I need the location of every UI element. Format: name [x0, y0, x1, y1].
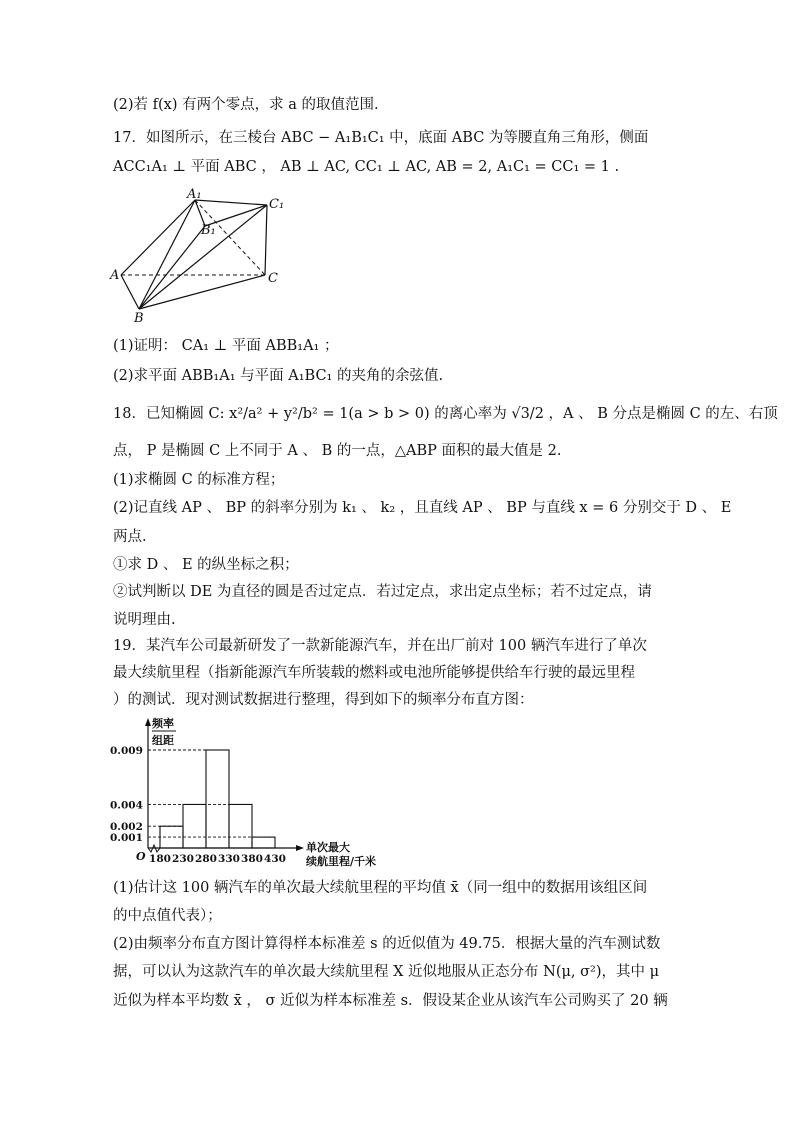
- label-a: A: [110, 268, 120, 283]
- edge-c-c1: [265, 205, 267, 275]
- edge-b-b1: [139, 226, 205, 309]
- frustum-figure: [108, 186, 288, 326]
- xtick-label: 180: [149, 853, 171, 865]
- y-axis-arrow: [145, 718, 151, 726]
- segment-b-a1: [139, 200, 195, 309]
- label-c: C: [268, 271, 278, 286]
- q18-sub1: ①求 D 、 E 的纵坐标之积；: [113, 557, 299, 573]
- label-b1: B₁: [201, 223, 216, 238]
- q19-part2-line1: (2)由频率分布直方图计算得样本标准差 s 的近似值为 49.75．根据大量的汽车测试数: [113, 936, 661, 952]
- ytick-label: 0.001: [110, 832, 143, 845]
- frequency-histogram: [108, 712, 398, 872]
- xtick-label: 330: [218, 853, 240, 865]
- xtick-label: 230: [172, 853, 194, 865]
- q19-stem-line1: 19．某汽车公司最新研发了一款新能源汽车，并在出厂前对 100 辆汽车进行了单次: [113, 638, 647, 654]
- q19-part2-line3: 近似为样本平均数 x̄ ， σ 近似为样本标准差 s．假设某企业从该汽车公司购买了 20 辆: [113, 993, 668, 1009]
- histogram-bar-230: [183, 804, 206, 848]
- edge-a1-c1: [195, 200, 267, 205]
- histogram-bar-380: [252, 837, 275, 848]
- q19-part1-line1: (1)估计这 100 辆汽车的单次最大续航里程的平均值 x̄（同一组中的数据用该组区间: [113, 880, 648, 896]
- q18-sub2-line1: ②试判断以 DE 为直径的圆是否过定点．若过定点，求出定点坐标；若不过定点，请: [113, 584, 652, 600]
- edge-a-a1: [121, 200, 195, 275]
- edge-a-b: [121, 275, 139, 309]
- q19-stem-line3: ）的测试．现对测试数据进行整理，得到如下的频率分布直方图：: [113, 692, 534, 708]
- q17-stem-line1: 17．如图所示，在三棱台 ABC − A₁B₁C₁ 中，底面 ABC 为等腰直角三角形，侧面: [113, 130, 649, 146]
- ytick-label: 0.002: [110, 821, 143, 834]
- ytick-label: 0.009: [110, 745, 143, 757]
- q16-part2: (2)若 f(x) 有两个零点，求 a 的取值范围.: [113, 97, 379, 113]
- q18-part2-line1: (2)记直线 AP 、 BP 的斜率分别为 k₁ 、 k₂ ，且直线 AP 、 BP 与直线 x = 6 分别交于 D 、 E: [113, 500, 732, 516]
- histogram-bar-280: [206, 750, 229, 848]
- xlabel-line1: 单次最大: [306, 841, 350, 854]
- label-c1: C₁: [269, 197, 285, 212]
- xlabel-line2: 续航里程/千米: [306, 855, 377, 868]
- q19-part2-line2: 据，可以认为这款汽车的单次最大续航里程 X 近似地服从正态分布 N(μ, σ²)，其中 μ: [113, 964, 660, 980]
- q19-stem-line2: 最大续航里程（指新能源汽车所装载的燃料或电池所能够提供给车行驶的最远里程: [113, 665, 635, 681]
- edge-b-c: [139, 275, 265, 309]
- ylabel-denominator: 组距: [152, 734, 174, 747]
- q18-part1: (1)求椭圆 C 的标准方程；: [113, 472, 285, 488]
- ytick-label: 0.004: [110, 799, 143, 812]
- q18-stem-line1: 18．已知椭圆 C: x²/a² + y²/b² = 1(a > b > 0) 的离心率为 √3/2 ，A 、 B 分点是椭圆 C 的左、右顶: [113, 406, 778, 422]
- ylabel-numerator: 频率: [152, 717, 174, 730]
- q18-part2-line2: 两点.: [113, 529, 147, 545]
- xtick-label: 380: [241, 853, 263, 865]
- label-a1: A₁: [187, 187, 202, 202]
- q17-stem-line2: ACC₁A₁ ⊥ 平面 ABC ， AB ⊥ AC, CC₁ ⊥ AC, AB = 2, A₁C₁ = CC₁ = 1 .: [113, 159, 620, 175]
- q17-part2: (2)求平面 ABB₁A₁ 与平面 A₁BC₁ 的夹角的余弦值.: [113, 368, 444, 384]
- origin-label: O: [136, 850, 146, 863]
- q17-part1: (1)证明： CA₁ ⊥ 平面 ABB₁A₁ ；: [113, 338, 339, 354]
- x-axis-arrow: [296, 845, 304, 851]
- q19-part1-line2: 的中点值代表）；: [113, 908, 222, 924]
- q18-sub2-line2: 说明理由.: [113, 612, 176, 628]
- xtick-label: 430: [264, 853, 286, 865]
- xtick-label: 280: [195, 853, 217, 865]
- q18-stem-line2: 点， P 是椭圆 C 上不同于 A 、 B 的一点，△ABP 面积的最大值是 2.: [113, 443, 562, 459]
- histogram-bar-330: [229, 804, 252, 848]
- label-b: B: [134, 311, 144, 326]
